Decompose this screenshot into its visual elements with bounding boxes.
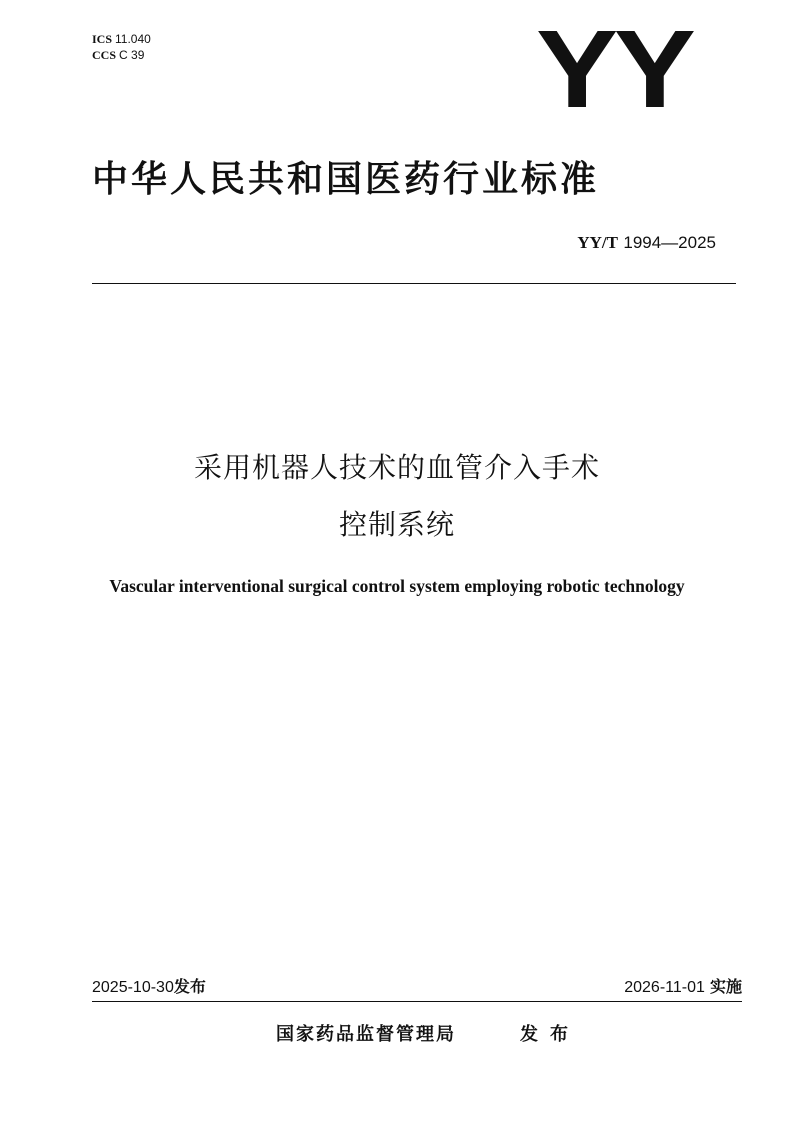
standard-number-value: 1994—2025 <box>623 233 716 252</box>
standard-number-prefix: YY/T <box>577 233 618 252</box>
title-en: Vascular interventional surgical control system employing robotic technology <box>109 576 685 596</box>
classification-block <box>92 31 151 63</box>
header-divider <box>92 283 736 284</box>
implement-date-block <box>624 976 742 999</box>
title-cn-line1: 采用机器人技术的血管介入手术 <box>193 451 600 484</box>
issue-date: 2025-10-30 <box>92 979 174 996</box>
implement-date: 2026-11-01 <box>624 979 705 996</box>
footer-divider <box>92 1001 742 1002</box>
ccs-code: C 39 <box>119 48 145 62</box>
ics-code: 11.040 <box>115 32 151 46</box>
implement-word: 实施 <box>709 977 742 996</box>
issue-date-block <box>92 976 206 999</box>
ccs-label: CCS <box>92 48 117 62</box>
yy-logo: YY <box>536 8 692 131</box>
standard-number <box>577 232 716 254</box>
ics-line <box>92 31 151 47</box>
issue-word: 发布 <box>173 977 206 996</box>
ccs-line <box>92 47 151 63</box>
standard-type-heading: 中华人民共和国医药行业标准 <box>92 159 600 200</box>
title-cn-line2: 控制系统 <box>338 508 455 541</box>
publisher-action: 发布 <box>520 1024 580 1045</box>
publisher-name: 国家药品监督管理局 <box>276 1024 456 1045</box>
ics-label: ICS <box>92 32 113 46</box>
